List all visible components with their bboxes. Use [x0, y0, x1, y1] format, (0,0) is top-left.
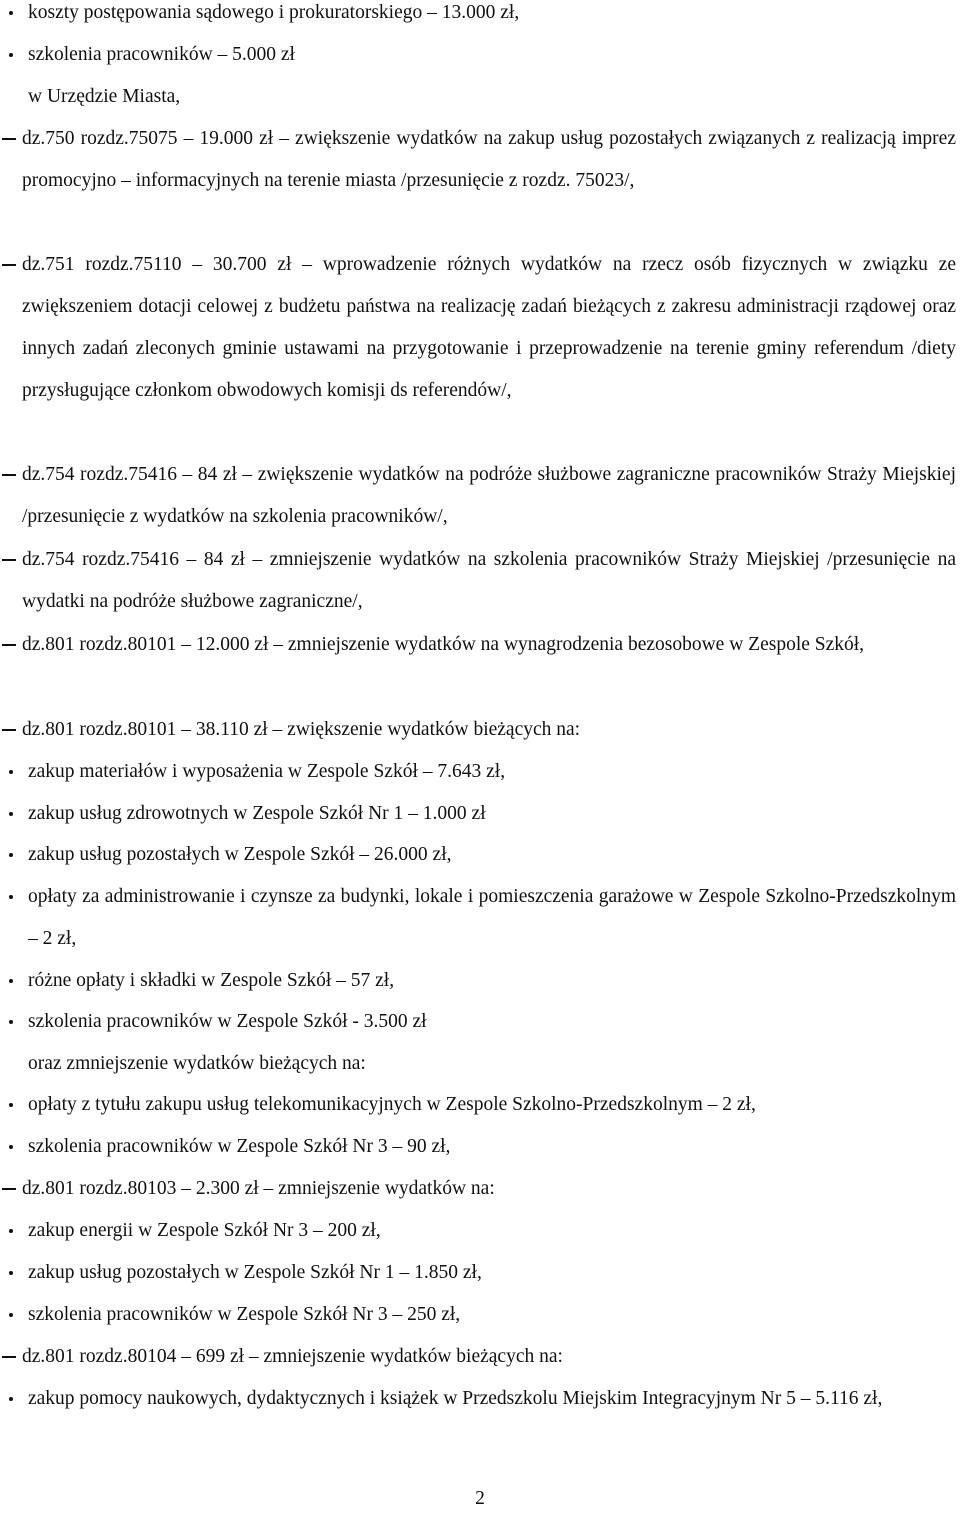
budget-entry — [0, 454, 960, 538]
dash-marker-icon — [2, 709, 18, 751]
item-text: zakup usług pozostałych w Zespole Szkół – 26.000 zł, — [28, 844, 452, 865]
bullet-item — [0, 1294, 960, 1336]
entry-text: dz.750 rozdz.75075 – 19.000 zł – zwiększenie wydatków na zakup usług pozostałych związanych z realizacją imprez promocyjno – informacyjnych na terenie miasta /przesunięcie z rozdz. 75023/, — [22, 128, 956, 191]
bullet-item — [0, 34, 960, 76]
bullet-item — [0, 834, 960, 876]
item-text: szkolenia pracowników w Zespole Szkół Nr 3 – 250 zł, — [28, 1304, 461, 1325]
bullet-item — [0, 1126, 960, 1168]
bullet-item — [0, 876, 960, 960]
bullet-dot-icon — [4, 751, 18, 793]
budget-entry — [0, 1336, 960, 1378]
bullet-item — [0, 1210, 960, 1252]
bullet-dot-icon — [4, 876, 18, 918]
dash-marker-icon — [2, 118, 18, 160]
dash-marker-icon — [2, 624, 18, 666]
item-text: w Urzędzie Miasta, — [28, 86, 181, 107]
entry-text: dz.801 rozdz.80104 – 699 zł – zmniejszenie wydatków bieżących na: — [22, 1346, 563, 1367]
bullet-item — [0, 793, 960, 835]
bullet-dot-icon — [4, 0, 18, 34]
item-text: zakup usług pozostałych w Zespole Szkół Nr 1 – 1.850 zł, — [28, 1262, 482, 1283]
bullet-item — [0, 960, 960, 1002]
plain-line — [0, 76, 960, 118]
item-text: zakup pomocy naukowych, dydaktycznych i książek w Przedszkolu Miejskim Integracyjnym Nr 5 – 5.116 zł, — [28, 1388, 883, 1409]
item-text: zakup energii w Zespole Szkół Nr 3 – 200 zł, — [28, 1220, 381, 1241]
budget-entry — [0, 624, 960, 666]
bullet-item — [0, 1378, 960, 1420]
dash-marker-icon — [2, 539, 18, 581]
bullet-item — [0, 751, 960, 793]
budget-entry — [0, 539, 960, 623]
bullet-dot-icon — [4, 834, 18, 876]
page-number: 2 — [475, 1488, 485, 1509]
plain-line — [0, 1043, 960, 1085]
bullet-item — [0, 0, 960, 34]
dash-marker-icon — [2, 454, 18, 496]
budget-entry — [0, 118, 960, 202]
item-text: szkolenia pracowników w Zespole Szkół - 3.500 zł — [28, 1011, 427, 1032]
dash-marker-icon — [2, 244, 18, 286]
item-text: opłaty za administrowanie i czynsze za budynki, lokale i pomieszczenia garażowe w Zespole Szkolno-Przedszkolnym – 2 zł, — [28, 886, 956, 949]
item-text: zakup materiałów i wyposażenia w Zespole Szkół – 7.643 zł, — [28, 761, 506, 782]
bullet-dot-icon — [4, 960, 18, 1002]
budget-entry — [0, 1168, 960, 1210]
item-text: zakup usług zdrowotnych w Zespole Szkół Nr 1 – 1.000 zł — [28, 803, 486, 824]
entry-text: dz.801 rozdz.80101 – 12.000 zł – zmniejszenie wydatków na wynagrodzenia bezosobowe w Zespole Szkół, — [22, 634, 865, 655]
item-text: opłaty z tytułu zakupu usług telekomunikacyjnych w Zespole Szkolno-Przedszkolnym – 2 zł, — [28, 1094, 756, 1115]
bullet-dot-icon — [4, 1126, 18, 1168]
dash-marker-icon — [2, 1336, 18, 1378]
bullet-item — [0, 1252, 960, 1294]
dash-marker-icon — [2, 1168, 18, 1210]
bullet-item — [0, 1001, 960, 1043]
bullet-dot-icon — [4, 1378, 18, 1420]
entry-text: dz.754 rozdz.75416 – 84 zł – zmniejszenie wydatków na szkolenia pracowników Straży Miejskiej /przesunięcie na wydatki na podróże służbowe zagraniczne/, — [22, 549, 956, 612]
budget-entry — [0, 709, 960, 751]
entry-text: dz.751 rozdz.75110 – 30.700 zł – wprowadzenie różnych wydatków na rzecz osób fizycznych w związku ze zwiększeniem dotacji celowej z budżetu państwa na realizację zadań bieżących z zakresu administracji rządowej oraz innych zadań zleconych gminie ustawami na przygotowanie i przeprowadzenie na terenie gminy referendum /diety przysługujące członkom obwodowych komisji ds referendów/, — [22, 254, 956, 401]
item-text: oraz zmniejszenie wydatków bieżących na: — [28, 1053, 366, 1074]
bullet-dot-icon — [4, 1294, 18, 1336]
budget-entry — [0, 244, 960, 412]
bullet-dot-icon — [4, 793, 18, 835]
item-text: koszty postępowania sądowego i prokuratorskiego – 13.000 zł, — [28, 2, 520, 23]
bullet-dot-icon — [4, 1252, 18, 1294]
bullet-dot-icon — [4, 1084, 18, 1126]
item-text: szkolenia pracowników w Zespole Szkół Nr 3 – 90 zł, — [28, 1136, 451, 1157]
bullet-dot-icon — [4, 1001, 18, 1043]
bullet-dot-icon — [4, 34, 18, 76]
item-text: szkolenia pracowników – 5.000 zł — [28, 44, 295, 65]
item-text: różne opłaty i składki w Zespole Szkół – 57 zł, — [28, 970, 395, 991]
bullet-dot-icon — [4, 1210, 18, 1252]
entry-text: dz.801 rozdz.80103 – 2.300 zł – zmniejszenie wydatków na: — [22, 1178, 495, 1199]
bullet-item — [0, 1084, 960, 1126]
entry-text: dz.801 rozdz.80101 – 38.110 zł – zwiększenie wydatków bieżących na: — [22, 719, 581, 740]
entry-text: dz.754 rozdz.75416 – 84 zł – zwiększenie wydatków na podróże służbowe zagraniczne pracowników Straży Miejskiej /przesunięcie z wydatków na szkolenia pracowników/, — [22, 464, 956, 527]
